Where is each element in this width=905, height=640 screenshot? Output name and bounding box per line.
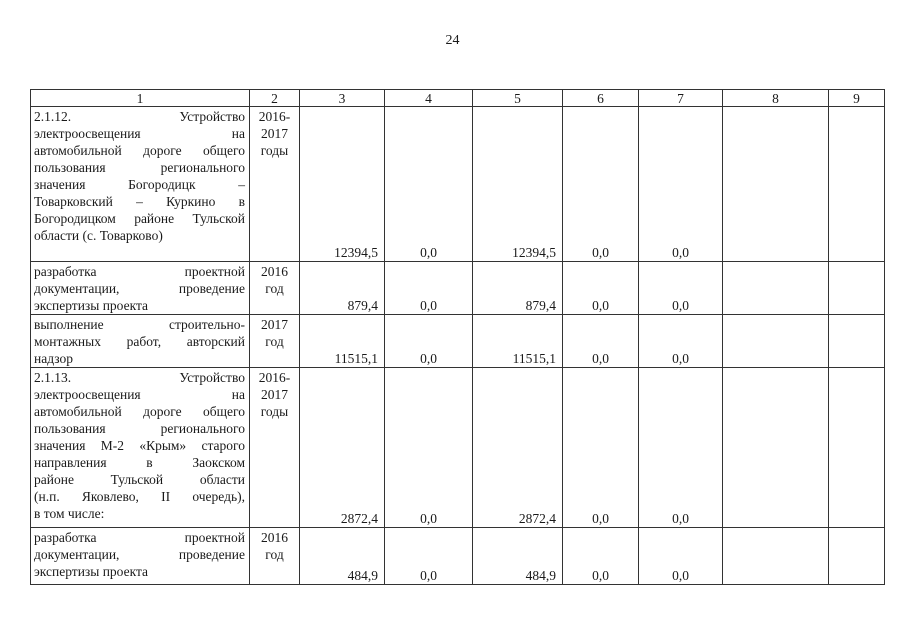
value-cell-3: 484,9 [300, 528, 385, 585]
value-cell-7: 0,0 [639, 315, 723, 368]
description-line: документации, проведение [34, 547, 245, 562]
description-line: автомобильной дороге общего [34, 404, 245, 419]
description-line: электроосвещения на [34, 126, 245, 141]
description-line: 2.1.13. Устройство [34, 370, 245, 385]
description-cell [31, 262, 250, 315]
value-cell-8 [723, 315, 829, 368]
period-cell [250, 315, 300, 368]
period-cell [250, 107, 300, 262]
value-cell-4: 0,0 [385, 528, 473, 585]
value-cell-8 [723, 528, 829, 585]
period-line: год [265, 334, 284, 349]
description-line: значения М-2 «Крым» старого [34, 438, 245, 453]
value-cell-8 [723, 262, 829, 315]
header-cell-1: 1 [31, 90, 250, 107]
value-cell-3: 879,4 [300, 262, 385, 315]
description-line: монтажных работ, авторский [34, 334, 245, 349]
header-cell-3: 3 [300, 90, 385, 107]
description-line: 2.1.12. Устройство [34, 109, 245, 124]
description-cell [31, 107, 250, 262]
value-cell-5: 11515,1 [473, 315, 563, 368]
period-line: 2016- [258, 109, 291, 124]
description-line: разработка проектной [34, 530, 245, 545]
description-line: Богородицком районе Тульской [34, 211, 245, 226]
period-line: годы [260, 404, 289, 419]
description-line: надзор [34, 351, 74, 366]
value-cell-6: 0,0 [563, 262, 639, 315]
value-cell-4: 0,0 [385, 107, 473, 262]
value-cell-5: 879,4 [473, 262, 563, 315]
value-cell-4: 0,0 [385, 368, 473, 528]
value-cell-6: 0,0 [563, 315, 639, 368]
description-cell [31, 528, 250, 585]
value-cell-5: 2872,4 [473, 368, 563, 528]
budget-table [30, 89, 885, 585]
period-line: 2017 [261, 387, 288, 402]
period-line: 2016 [261, 264, 288, 279]
table-row [31, 368, 885, 528]
value-cell-7: 0,0 [639, 107, 723, 262]
header-cell-7: 7 [639, 90, 723, 107]
description-line: экспертизы проекта [34, 298, 149, 313]
value-cell-7: 0,0 [639, 262, 723, 315]
period-cell [250, 368, 300, 528]
value-cell-8 [723, 107, 829, 262]
page-number: 24 [445, 33, 460, 48]
table-row [31, 107, 885, 262]
value-cell-7: 0,0 [639, 528, 723, 585]
table-row [31, 528, 885, 585]
table-row [31, 262, 885, 315]
description-line: электроосвещения на [34, 387, 245, 402]
description-line: пользования регионального [34, 421, 245, 436]
description-line: значения Богородицк – [34, 177, 245, 192]
description-line: автомобильной дороге общего [34, 143, 245, 158]
description-line: районе Тульской области [34, 472, 245, 487]
description-line: выполнение строительно- [34, 317, 245, 332]
description-line: в том числе: [34, 506, 105, 521]
period-line: 2016- [258, 370, 291, 385]
value-cell-3: 12394,5 [300, 107, 385, 262]
description-line: пользования регионального [34, 160, 245, 175]
description-line: направления в Заокском [34, 455, 245, 470]
table-row [31, 315, 885, 368]
header-cell-2: 2 [250, 90, 300, 107]
value-cell-4: 0,0 [385, 262, 473, 315]
header-cell-9: 9 [829, 90, 885, 107]
description-line: экспертизы проекта [34, 564, 149, 579]
period-cell [250, 262, 300, 315]
header-cell-4: 4 [385, 90, 473, 107]
value-cell-9 [829, 262, 885, 315]
period-line: 2017 [261, 126, 288, 141]
value-cell-6: 0,0 [563, 107, 639, 262]
period-line: годы [260, 143, 289, 158]
header-cell-5: 5 [473, 90, 563, 107]
value-cell-8 [723, 368, 829, 528]
description-line: документации, проведение [34, 281, 245, 296]
value-cell-5: 12394,5 [473, 107, 563, 262]
header-cell-6: 6 [563, 90, 639, 107]
period-line: год [265, 547, 284, 562]
value-cell-3: 11515,1 [300, 315, 385, 368]
value-cell-9 [829, 107, 885, 262]
value-cell-7: 0,0 [639, 368, 723, 528]
value-cell-9 [829, 368, 885, 528]
value-cell-3: 2872,4 [300, 368, 385, 528]
period-cell [250, 528, 300, 585]
value-cell-9 [829, 528, 885, 585]
period-line: год [265, 281, 284, 296]
value-cell-9 [829, 315, 885, 368]
description-line: области (с. Товарково) [34, 228, 163, 243]
period-line: 2016 [261, 530, 288, 545]
value-cell-6: 0,0 [563, 368, 639, 528]
description-line: Товарковский – Куркино в [34, 194, 245, 209]
description-cell [31, 315, 250, 368]
value-cell-6: 0,0 [563, 528, 639, 585]
value-cell-5: 484,9 [473, 528, 563, 585]
value-cell-4: 0,0 [385, 315, 473, 368]
header-cell-8: 8 [723, 90, 829, 107]
header-row [31, 90, 885, 107]
period-line: 2017 [261, 317, 288, 332]
description-cell [31, 368, 250, 528]
description-line: (н.п. Яковлево, II очередь), [34, 489, 245, 504]
description-line: разработка проектной [34, 264, 245, 279]
